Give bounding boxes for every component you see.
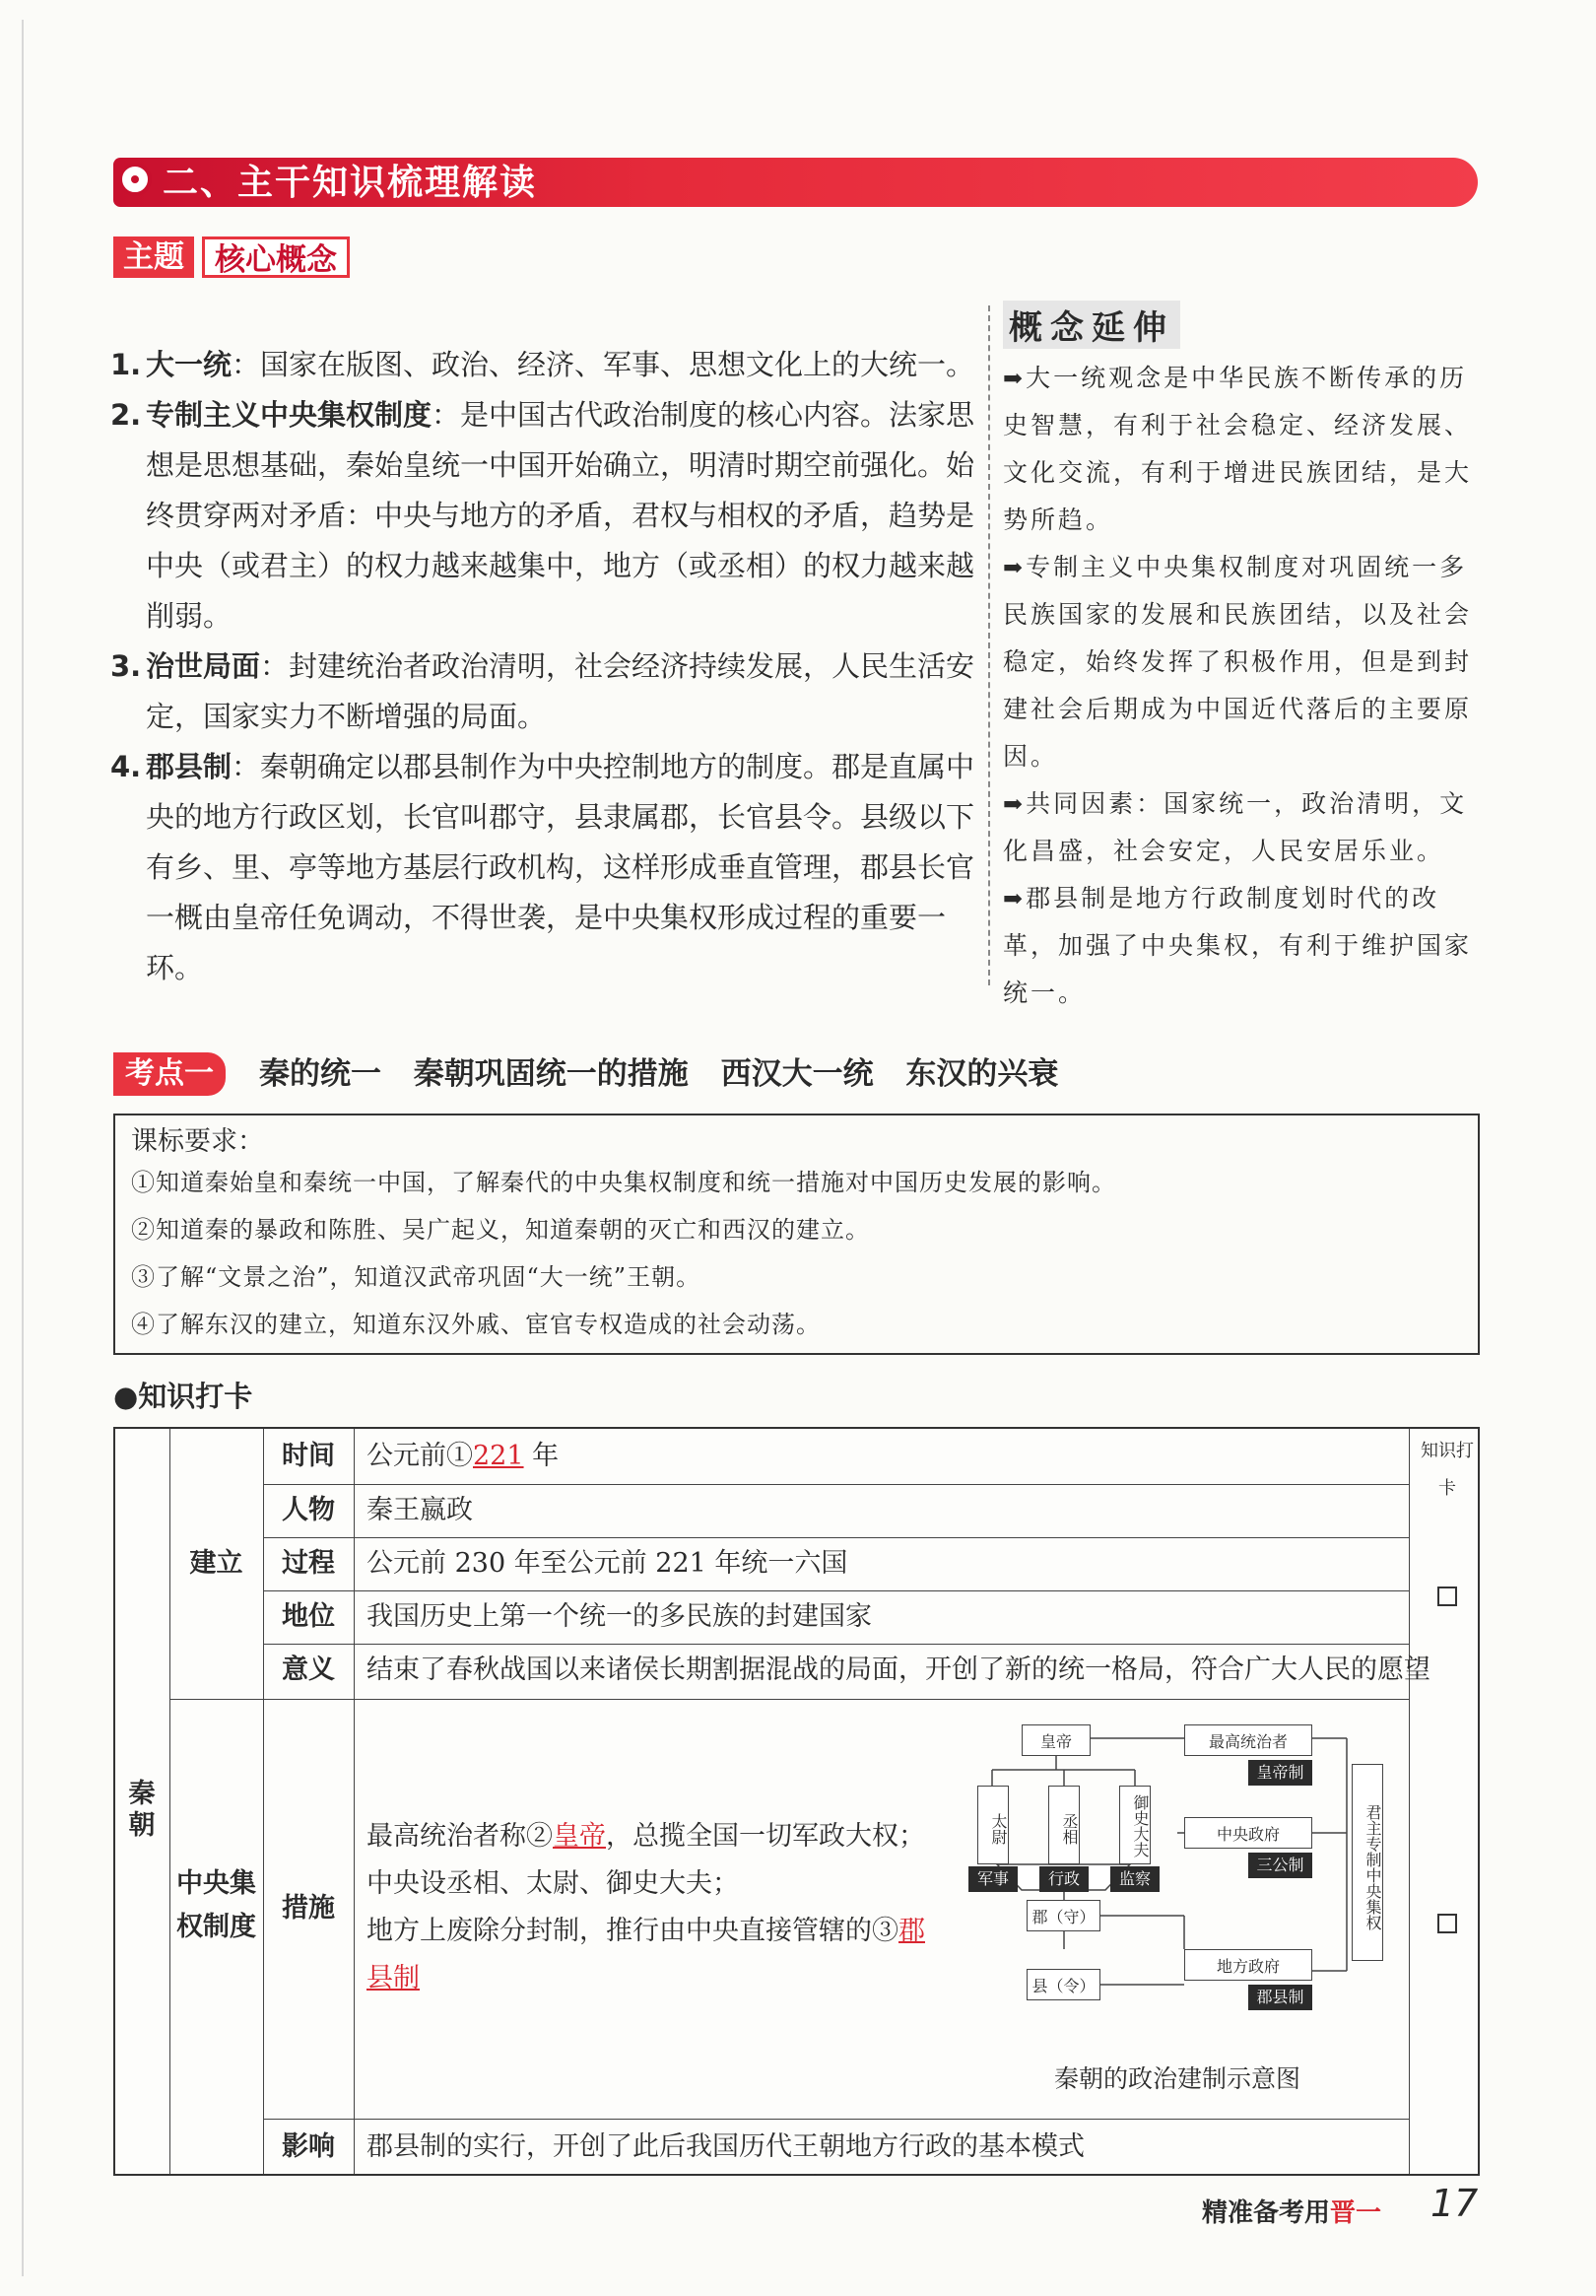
theme-name: 核心概念 <box>202 236 350 278</box>
requirement-item: ④了解东汉的建立，知道东汉外戚、宦官专权造成的社会动荡。 <box>131 1311 821 1338</box>
section-title: 二、主干知识梳理解读 <box>163 162 538 203</box>
taiwei-box: 太尉 <box>977 1786 1009 1864</box>
answer-blank: 皇帝 <box>553 1821 606 1852</box>
emperor-system-tag: 皇帝制 <box>1248 1760 1312 1786</box>
dynasty-label: 秦朝 <box>128 1779 156 1841</box>
row-key: 过程 <box>282 1548 335 1579</box>
measures-label: 措施 <box>282 1893 335 1924</box>
row-key: 人物 <box>282 1495 335 1525</box>
knowledge-table <box>113 1427 1480 2176</box>
xian-box: 县（令） <box>1027 1969 1100 2000</box>
answer-blank: 221 <box>473 1441 524 1471</box>
answer-blank: 郡县制 <box>366 1916 925 1993</box>
extension-list <box>1003 355 1486 1017</box>
concept-item: 1. 大一统：国家在版图、政治、经济、军事、思想文化上的大统一。 <box>110 348 975 381</box>
concept-item: 4. 郡县制：秦朝确定以郡县制作为中央控制地方的制度。郡是直属中央的地方行政区划，长官叫郡守，县隶属郡，长官县令。县级以下有乡、里、亭等地方基层行政机构，这样形成垂直管理，郡县长官一概由皇帝任免调动，不得世袭，是中央集权形成过程的重要一环。 <box>110 750 975 984</box>
row-value: 结束了春秋战国以来诸侯长期割据混战的局面，开创了新的统一格局，符合广大人民的愿望 <box>366 1654 1430 1685</box>
three-gong-tag: 三公制 <box>1248 1853 1312 1878</box>
establish-label: 建立 <box>189 1548 243 1579</box>
requirements-box <box>113 1114 1480 1355</box>
concept-item: 2. 专制主义中央集权制度：是中国古代政治制度的核心内容。法家思想是思想基础，秦始皇统一中国开始确立，明清时期空前强化。始终贯穿两对矛盾：中央与地方的矛盾，君权与相权的矛盾，趋势是中央（或君主）的权力越来越集中，地方（或丞相）的权力越来越削弱。 <box>110 398 975 633</box>
requirement-item: ①知道秦始皇和秦统一中国，了解秦代的中央集权制度和统一措施对中国历史发展的影响。 <box>131 1169 1116 1196</box>
emperor-box: 皇帝 <box>1022 1724 1091 1756</box>
page-edge-line <box>22 20 24 2276</box>
autocracy-box: 君主专制中央集权 <box>1352 1764 1383 1961</box>
arrow-right-icon: ➡ <box>1003 554 1027 581</box>
check-box[interactable] <box>1437 1914 1457 1933</box>
supreme-ruler-box: 最高统治者 <box>1184 1724 1312 1756</box>
extension-item: ➡专制主义中央集权制度对巩固统一多民族国家的发展和民族团结，以及社会稳定，始终发挥了积极作用，但是到封建社会后期成为中国近代落后的主要原因。 <box>1003 553 1473 771</box>
exam-point-title: 秦的统一 秦朝巩固统一的措施 西汉大一统 东汉的兴衰 <box>259 1056 1059 1092</box>
column-divider <box>988 305 990 985</box>
central-gov-box: 中央政府 <box>1184 1817 1312 1849</box>
row-key: 时间 <box>282 1441 335 1471</box>
diagram-caption: 秦朝的政治建制示意图 <box>1054 2064 1301 2093</box>
theme-tag: 主题 <box>113 236 194 278</box>
yushi-box: 御史大夫 <box>1119 1786 1151 1864</box>
row-value: 我国历史上第一个统一的多民族的封建国家 <box>366 1601 872 1632</box>
concept-list <box>110 340 977 993</box>
extension-item: ➡郡县制是地方行政制度划时代的改革，加强了中央集权，有利于维护国家统一。 <box>1003 884 1473 1007</box>
arrow-right-icon: ➡ <box>1003 365 1027 392</box>
footer-text: 精准备考用晋一 <box>1202 2198 1382 2228</box>
requirements-title: 课标要求： <box>131 1126 264 1157</box>
knowledge-card-header: 知识打卡 <box>1421 1441 1474 1499</box>
knowledge-card-label: ●知识打卡 <box>113 1380 253 1413</box>
extension-item: ➡共同因素：国家统一，政治清明，文化昌盛，社会安定，人民安居乐业。 <box>1003 789 1468 865</box>
admin-tag: 行政 <box>1039 1866 1089 1892</box>
local-gov-box: 地方政府 <box>1184 1949 1312 1981</box>
requirement-item: ②知道秦的暴政和陈胜、吴广起义，知道秦朝的灭亡和西汉的建立。 <box>131 1216 870 1244</box>
chengxiang-box: 丞相 <box>1048 1786 1080 1864</box>
supervise-tag: 监察 <box>1110 1866 1160 1892</box>
page-number: 17 <box>1430 2182 1479 2225</box>
jun-box: 郡（守） <box>1027 1900 1100 1931</box>
military-tag: 军事 <box>968 1866 1018 1892</box>
impact-label: 影响 <box>282 2131 335 2162</box>
row-value: 公元前 230 年至公元前 221 年统一六国 <box>366 1548 848 1579</box>
impact-text: 郡县制的实行，开创了此后我国历代王朝地方行政的基本模式 <box>366 2131 1085 2162</box>
extension-item: ➡大一统观念是中华民族不断传承的历史智慧，有利于社会稳定、经济发展、文化交流，有利于增进民族团结，是大势所趋。 <box>1003 364 1473 534</box>
exam-point-tag: 考点一 <box>113 1052 226 1096</box>
junxian-tag: 郡县制 <box>1248 1985 1312 2010</box>
row-value: 公元前①221 年 <box>366 1441 560 1471</box>
row-key: 地位 <box>282 1601 335 1632</box>
target-icon <box>118 163 152 196</box>
concept-item: 3. 治世局面：封建统治者政治清明，社会经济持续发展，人民生活安定，国家实力不断增强的局面。 <box>110 649 975 733</box>
arrow-right-icon: ➡ <box>1003 885 1027 912</box>
check-box[interactable] <box>1437 1587 1457 1606</box>
extension-title: 概念延伸 <box>1003 301 1180 349</box>
requirement-item: ③了解“文景之治”，知道汉武帝巩固“大一统”王朝。 <box>131 1263 701 1291</box>
row-value: 秦王嬴政 <box>366 1495 473 1525</box>
central-system-label: 中央集权制度 <box>176 1868 256 1942</box>
measures-text: 最高统治者称②皇帝，总揽全国一切军政大权； 中央设丞相、太尉、御史大夫； 地方上废除分封制，推行由中央直接管辖的③郡县制 <box>366 1821 925 1993</box>
arrow-right-icon: ➡ <box>1003 790 1027 818</box>
row-key: 意义 <box>282 1654 335 1685</box>
